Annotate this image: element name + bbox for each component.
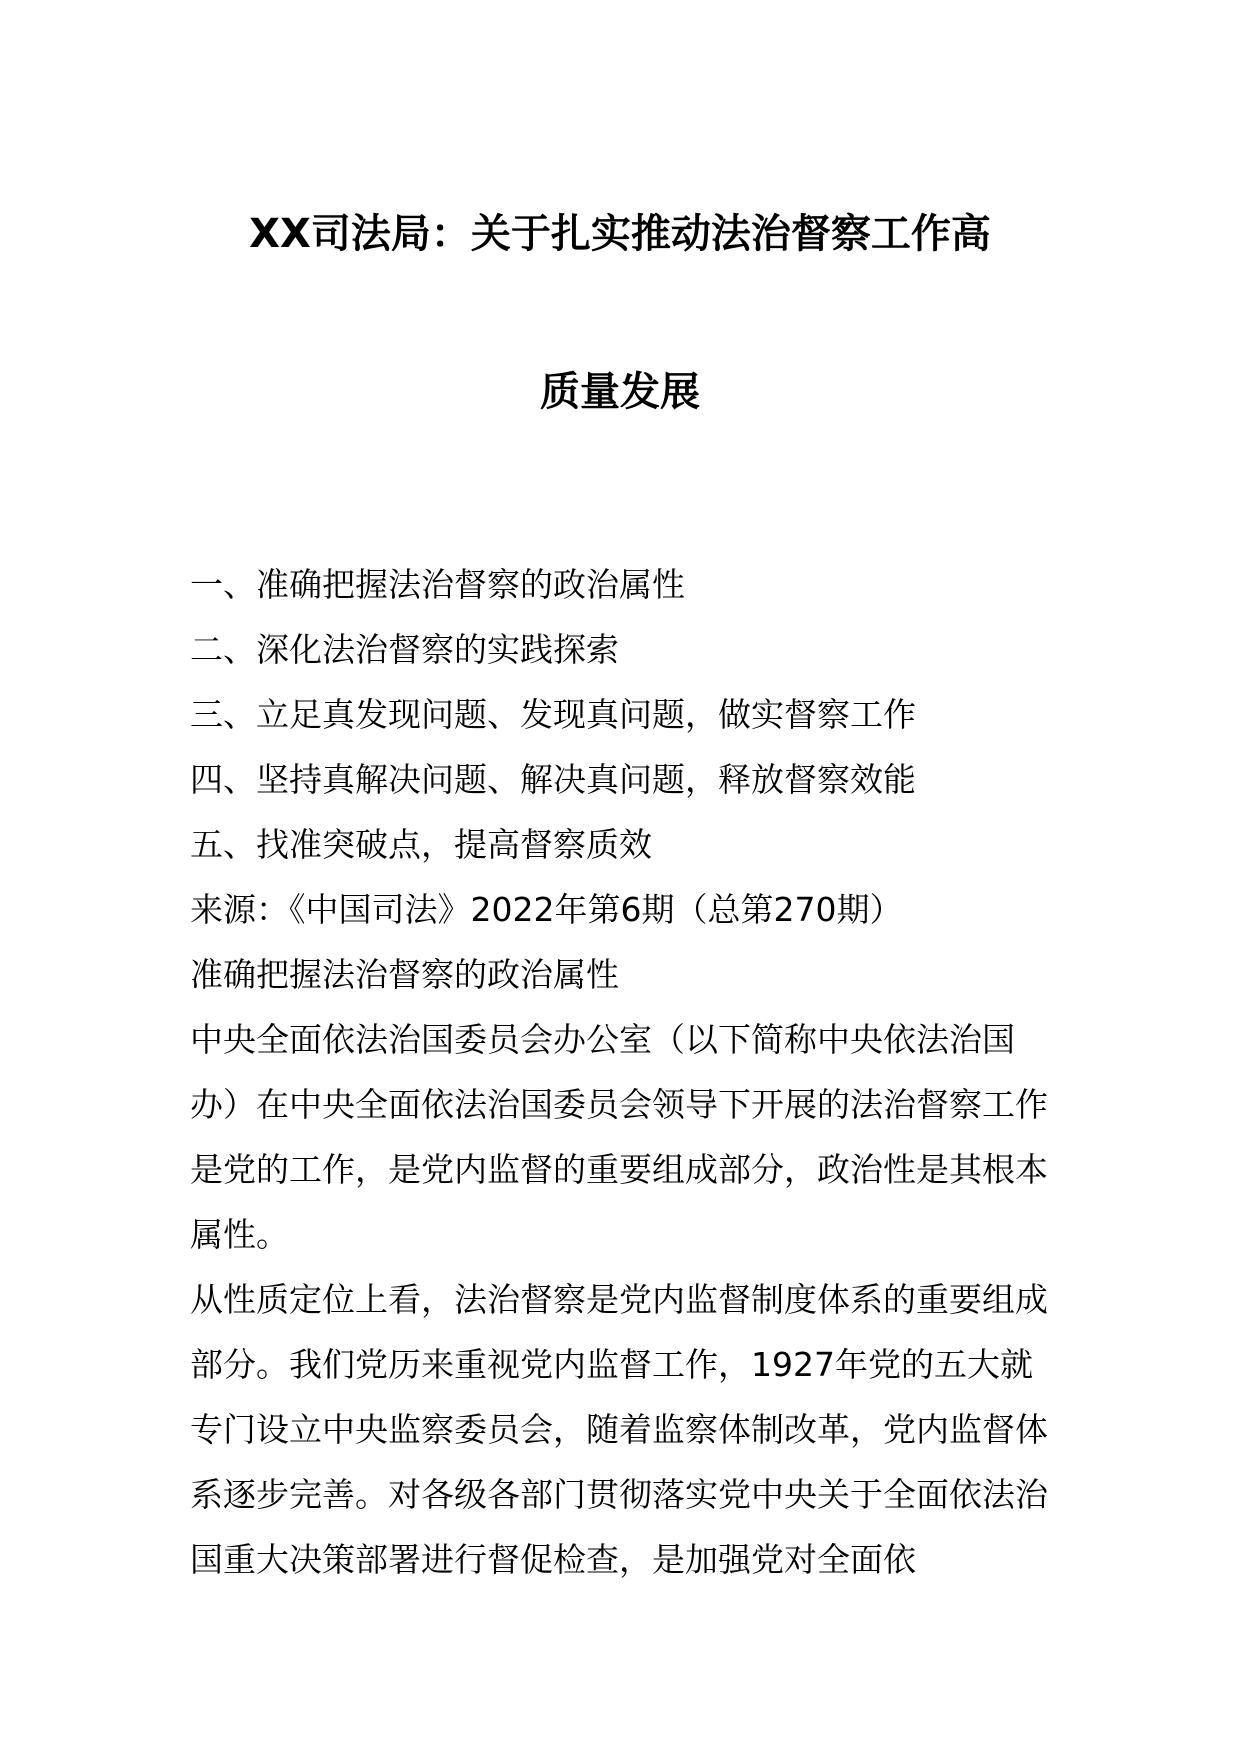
source-line: 来源：《中国司法》2022年第6期（总第270期） xyxy=(190,890,903,929)
document-body xyxy=(190,552,1060,1592)
outline-item-1: 一、准确把握法治督察的政治属性 xyxy=(190,565,685,604)
section-heading: 准确把握法治督察的政治属性 xyxy=(190,955,619,994)
document-title-line-1: XX司法局：关于扎实推动法治督察工作高 xyxy=(249,211,991,257)
body-paragraph-1: 中央全面依法治国委员会办公室（以下简称中央依法治国办）在中央全面依法治国委员会领导下开展的法治督察工作是党的工作，是党内监督的重要组成部分，政治性是其根本属性。 xyxy=(190,1020,1048,1254)
document-title-line-2: 质量发展 xyxy=(540,369,700,415)
outline-item-5: 五、找准突破点，提高督察质效 xyxy=(190,825,652,864)
outline-item-3: 三、立足真发现问题、发现真问题，做实督察工作 xyxy=(190,695,916,734)
body-paragraph-2: 从性质定位上看，法治督察是党内监督制度体系的重要组成部分。我们党历来重视党内监督工作，1927年党的五大就专门设立中央监察委员会，随着监察体制改革，党内监督体系逐步完善。对各级各部门贯彻落实党中央关于全面依法治国重大决策部署进行督促检查，是加强党对全面依 xyxy=(190,1280,1048,1579)
outline-item-2: 二、深化法治督察的实践探索 xyxy=(190,630,619,669)
outline-item-4: 四、坚持真解决问题、解决真问题，释放督察效能 xyxy=(190,760,916,799)
